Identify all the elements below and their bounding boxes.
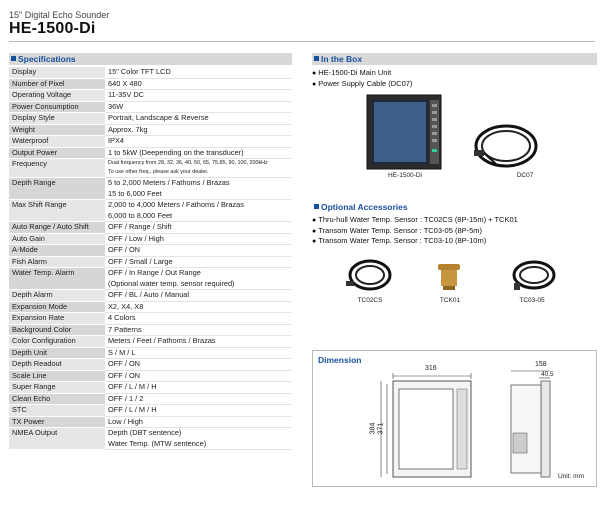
spec-value-line: 4 Colors (108, 313, 136, 322)
spec-label: Auto Range / Auto Shift (9, 222, 105, 234)
spec-label: Depth Readout (9, 359, 105, 371)
page-title: HE-1500-Di (9, 20, 96, 37)
spec-value (105, 359, 292, 371)
spec-label: NMEA Output (9, 428, 105, 450)
spec-value (105, 78, 292, 90)
dimension-box (312, 350, 597, 487)
spec-label: Background Color (9, 324, 105, 336)
table-row (9, 313, 292, 325)
spec-label: Power Consumption (9, 101, 105, 113)
table-row (9, 301, 292, 313)
table-row (9, 359, 292, 371)
table-row (9, 370, 292, 382)
spec-value (105, 113, 292, 125)
spec-value (105, 200, 292, 222)
spec-value (105, 233, 292, 245)
spec-label: Waterproof (9, 136, 105, 148)
spec-value-line: 11-35V DC (108, 90, 145, 99)
spec-value (105, 222, 292, 234)
table-row (9, 324, 292, 336)
spec-value (105, 324, 292, 336)
spec-value (105, 178, 292, 200)
spec-value-line: Meters / Feet / Fathoms / Brazas (108, 336, 216, 345)
spec-value-line: OFF / L / M / H (108, 382, 157, 391)
spec-value-line: 36W (108, 101, 124, 111)
spec-value-line: OFF / 1 / 2 (108, 393, 144, 403)
table-row (9, 290, 292, 302)
table-row (9, 268, 292, 290)
spec-value (105, 256, 292, 268)
spec-value-line: IPX4 (108, 136, 125, 145)
spec-label: Expansion Mode (9, 301, 105, 313)
spec-value (105, 67, 292, 78)
specifications-header (9, 53, 292, 65)
table-row (9, 67, 292, 78)
spec-value-line: 15" Color TFT LCD (108, 67, 171, 76)
section-bullet-icon (314, 56, 319, 61)
spec-label: Max Shift Range (9, 200, 105, 222)
specifications-header-label: Specifications (18, 54, 76, 64)
dimension-title: Dimension (318, 355, 362, 365)
main-unit-caption: HE-1500-Di (388, 172, 422, 179)
spec-value (105, 428, 292, 450)
list-item: ● Power Supply Cable (DC07) (312, 79, 412, 90)
tc03-05-image (508, 255, 558, 293)
table-row (9, 147, 292, 159)
spec-value-line: Water Temp. (MTW sentence) (108, 438, 207, 448)
spec-value (105, 405, 292, 417)
spec-value-line: OFF / Low / High (108, 233, 164, 243)
spec-label: Water Temp. Alarm (9, 268, 105, 290)
table-row (9, 124, 292, 136)
unit-label: Unit: mm (558, 473, 584, 480)
spec-value-line: Approx. 7kg (108, 124, 148, 134)
table-row (9, 428, 292, 450)
tc03-05-caption: TC03-05 (519, 297, 545, 304)
list-item: ● Thru-hull Water Temp. Sensor : TC02CS (8P-15m) + TCK01 (312, 215, 518, 226)
spec-value (105, 159, 292, 178)
tck01-caption: TCK01 (439, 297, 461, 304)
table-row (9, 233, 292, 245)
spec-label: Scale Line (9, 370, 105, 382)
spec-label: Depth Range (9, 178, 105, 200)
spec-label: STC (9, 405, 105, 417)
spec-label: Output Power (9, 147, 105, 159)
spec-value-line: OFF / BL / Auto / Manual (108, 290, 190, 299)
spec-value-line: OFF / Small / Large (108, 256, 173, 266)
spec-value (105, 136, 292, 148)
section-bullet-icon (314, 204, 319, 209)
spec-value (105, 290, 292, 302)
spec-value (105, 336, 292, 348)
spec-value-line: 2,000 to 4,000 Meters / Fathoms / Brazas (108, 200, 244, 209)
spec-label: A-Mode (9, 245, 105, 257)
optional-accessories-header (312, 201, 597, 213)
table-row (9, 256, 292, 268)
spec-value-line: OFF / ON (108, 245, 141, 254)
spec-label: Fish Alarm (9, 256, 105, 268)
spec-value (105, 382, 292, 394)
spec-value-line: X2, X4, X8 (108, 301, 144, 311)
spec-label: Display Style (9, 113, 105, 125)
table-row (9, 90, 292, 102)
power-cable-image (470, 120, 542, 172)
in-the-box-header-label: In the Box (321, 54, 363, 64)
depth-inner-label: 40.5 (541, 371, 554, 378)
list-item: ● Transom Water Temp. Sensor : TC03-05 (8P-5m) (312, 226, 518, 237)
spec-value (105, 124, 292, 136)
spec-value (105, 393, 292, 405)
spec-value-line: To use other freq., please ask your dealer. (108, 169, 209, 175)
spec-value-line: OFF / In Range / Out Range (108, 268, 201, 277)
spec-value-line: OFF / ON (108, 370, 141, 380)
table-row (9, 393, 292, 405)
table-row (9, 405, 292, 417)
spec-value (105, 301, 292, 313)
tc02cs-caption: TC02CS (357, 297, 383, 304)
table-row (9, 382, 292, 394)
table-row (9, 101, 292, 113)
height-inner-label: 371 (377, 422, 385, 435)
tc02cs-image (344, 255, 394, 293)
spec-label: TX Power (9, 416, 105, 428)
spec-value-line: S / M / L (108, 347, 136, 357)
table-row (9, 416, 292, 428)
spec-label: Color Configuration (9, 336, 105, 348)
table-row (9, 178, 292, 200)
spec-value (105, 347, 292, 359)
optional-accessories-header-label: Optional Accessories (321, 202, 408, 212)
spec-label: Auto Gain (9, 233, 105, 245)
spec-value-line: 1 to 5kW (Deepending on the transducer) (108, 147, 244, 157)
spec-label: Super Range (9, 382, 105, 394)
table-row (9, 347, 292, 359)
spec-value-line: Depth (DBT sentence) (108, 428, 182, 437)
width-label: 316 (425, 365, 437, 372)
power-cable-caption: DC07 (516, 172, 534, 179)
spec-value-line: Dual frequency from 28, 32, 36, 40, 50, 65, 75.85, 90, 100, 200kHz (108, 160, 268, 166)
spec-value-line: OFF / ON (108, 359, 141, 368)
title-divider (9, 41, 595, 42)
table-row (9, 245, 292, 257)
spec-label: Clean Echo (9, 393, 105, 405)
main-unit-image (366, 94, 442, 170)
list-item: ● HE-1500-Di Main Unit (312, 68, 412, 79)
table-row (9, 200, 292, 222)
spec-value-line: 6,000 to 8,000 Feet (108, 210, 173, 220)
in-the-box-header (312, 53, 597, 65)
dimension-drawing (313, 351, 598, 488)
spec-value (105, 147, 292, 159)
spec-label: Frequency (9, 159, 105, 178)
depth-outer-label: 158 (535, 361, 547, 368)
spec-label: Depth Alarm (9, 290, 105, 302)
spec-value-line: Portrait, Landscape & Reverse (108, 113, 209, 122)
tck01-image (432, 262, 466, 292)
spec-value-line: Low / High (108, 416, 143, 426)
list-item: ● Transom Water Temp. Sensor : TC03-10 (8P-10m) (312, 236, 518, 247)
spec-value (105, 370, 292, 382)
table-row (9, 78, 292, 90)
spec-value-line: 7 Patterns (108, 324, 142, 334)
table-row (9, 159, 292, 178)
spec-table (9, 67, 292, 450)
spec-value (105, 268, 292, 290)
in-the-box-list (312, 68, 412, 89)
spec-value-line: 640 X 480 (108, 78, 142, 88)
spec-value-line: 15 to 6,000 Feet (108, 188, 162, 198)
spec-label: Weight (9, 124, 105, 136)
spec-value (105, 313, 292, 325)
spec-value (105, 245, 292, 257)
spec-value (105, 90, 292, 102)
spec-label: Expansion Rate (9, 313, 105, 325)
section-bullet-icon (11, 56, 16, 61)
spec-value-line: OFF / Range / Shift (108, 222, 172, 231)
accessories-list (312, 215, 518, 247)
table-row (9, 113, 292, 125)
table-row (9, 136, 292, 148)
table-row (9, 336, 292, 348)
height-outer-label: 384 (369, 422, 377, 435)
spec-value-line: (Optional water temp. sensor required) (108, 278, 235, 288)
spec-value (105, 101, 292, 113)
spec-value (105, 416, 292, 428)
spec-value-line: OFF / L / M / H (108, 405, 157, 414)
spec-label: Display (9, 67, 105, 78)
table-row (9, 222, 292, 234)
subtitle: 15" Digital Echo Sounder (9, 10, 110, 20)
spec-label: Depth Unit (9, 347, 105, 359)
spec-label: Number of Pixel (9, 78, 105, 90)
spec-value-line: 5 to 2,000 Meters / Fathoms / Brazas (108, 178, 230, 187)
spec-label: Operating Voltage (9, 90, 105, 102)
